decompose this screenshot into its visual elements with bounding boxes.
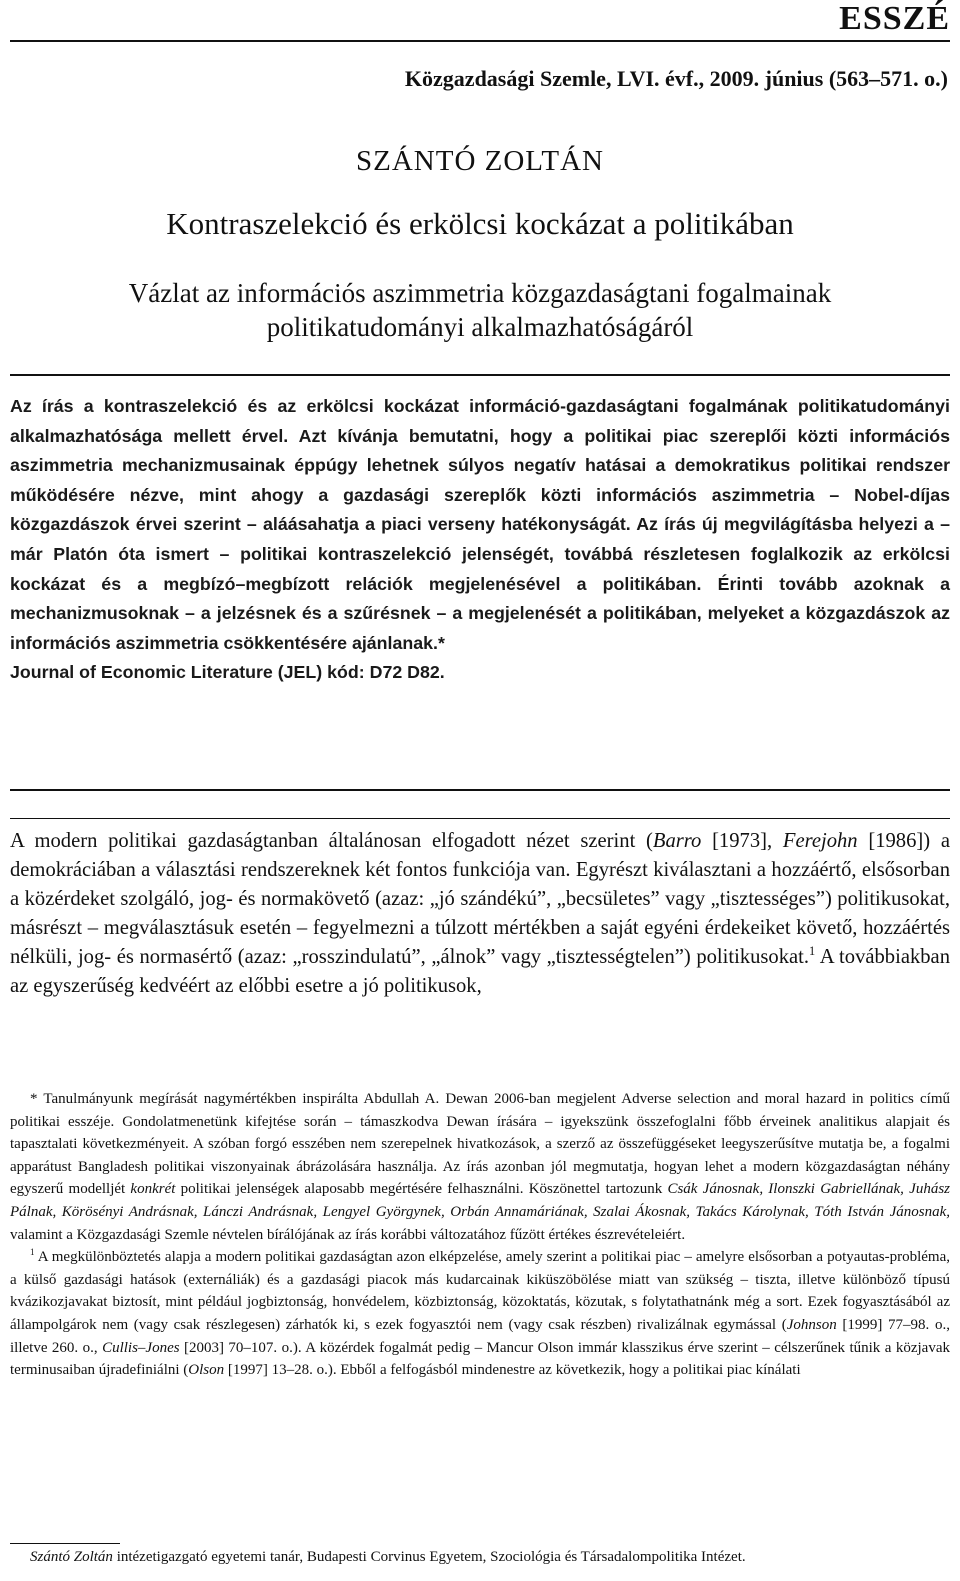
journal-reference: Közgazdasági Szemle, LVI. évf., 2009. június (563–571. o.) [404, 66, 948, 91]
body-paragraph: A modern politikai gazdaságtanban általánosan elfogadott nézet szerint (Barro [1973], Ferejohn [1986]) a demokráciában a választási rendszereknek két fontos funkciója van. Egyrészt kiválasztani a hozzáértő, elsősorban a közérdeket szolgáló, jog- és normakövető (azaz: „jó szándékú”, „becsületes” vagy „tisztességes”) politikusokat, másrészt – megválasztásuk esetén – fegyelmezni a túlzott mértékben a saját egyéni érdekeiket követő, hozzáértés nélküli, jog- és normasértő (azaz: „rosszindulatú”, „álnok” vagy „tisztességtelen”) politikusokat.$^1$ A továbbiakban az egyszerűség kedvéért az előbbi esetre a jó politikusok, [10, 830, 950, 997]
author-note-name: Szántó Zoltán [30, 1549, 113, 1565]
footnotes [10, 1088, 950, 1382]
section-label: ESSZÉ [839, 0, 950, 37]
author-note: Szántó Zoltán intézetigazgató egyetemi tanár, Budapesti Corvinus Egyetem, Szociológia és Társadalompolitika Intézet. [30, 1549, 746, 1565]
abstract-bottom-rule [10, 789, 950, 791]
article-subtitle: Vázlat az információs aszimmetria közgazdaságtani fogalmainak politikatudományi alkalmazhatóságáról [128, 278, 832, 342]
article-title: Kontraszelekció és erkölcsi kockázat a politikában [166, 206, 794, 241]
footnote-1: $^1$ A megkülönböztetés alapja a modern politikai gazdaságtan azon elképzelése, amely szerint a politikai piac – amelyre elsősorban a potyautas-probléma, a külső gazdasági hatások (externáliák) és a gazdasági piacok más kudarcainak kiküszöbölése miatt van szükség – tiszta, illetve különböző típusú kvázikozjavakat biztosít, mint például jogbiztonság, honvédelem, közbiztonság, közoktatás, közutak, s folytathatnánk még a sort. Ezek fogyasztásából az állampolgárok nem (vagy csak részlegesen) zárhatók ki, s ezek fogyasztói nem (vagy csak részben) rivalizálnak egymással (Johnson [1999] 77–98. o., illetve 260. o., Cullis–Jones [2003] 70–107. o.). A közérdek fogalmát pedig – Mancur Olson immár klasszikus érve szerint – célszerűnek tűnik a közjavak terminusaiban újradefiniálni (Olson [1997] 13–28. o.). Ebből a felfogásból mindenestre az következik, hogy a politikai piac kínálati [10, 1247, 950, 1379]
abstract-top-rule [10, 374, 950, 376]
citation-barro: Barro [652, 830, 702, 852]
body-top-rule [10, 818, 950, 819]
abstract-text: Az írás a kontraszelekció és az erkölcsi kockázat információ-gazdaságtani fogalmának politikatudományi alkalmazhatósága mellett érvel. Azt kívánja bemutatni, hogy a politikai piac szereplői közti információs aszimmetria mechanizmusainak éppúgy lehetnek súlyos negatív hatásai a demokratikus politikai rendszer működésére nézve, mint ahogy a gazdasági szereplők közti információs aszimmetria – Nobel-díjas közgazdászok érvei szerint – aláásahatja a piaci verseny hatékonyságát. Az írás új megvilágításba helyezi a – már Platón óta ismert – politikai kontraszelekció jelenségét, továbbá részletesen foglalkozik az erkölcsi kockázat és a megbízó–megbízott relációk megjelenésével a politikában. Érinti tovább azoknak a mechanizmusoknak – a jelzésnek és a szűrésnek – a megjelenését a politikában, melyeket a közgazdászok az információs aszimmetria csökkentésére ajánlanak.* [10, 396, 950, 653]
footnote-star: * Tanulmányunk megírását nagymértékben inspirálta Abdullah A. Dewan 2006-ban megjelent Adverse selection and moral hazard in politics című politikai esszéje. Gondolatmenetünk kifejtése során – támaszkodva Dewan írására – igyekszünk összefoglalni főbb érveinek analitikus alapjait és tapasztalati következményeit. A szóban forgó esszében nem szerepelnek hivatkozások, a szerző az összefüggéseket leegyszerűsítve mutatja be, a fogalmi apparátust Bangladesh politikai viszonyainak ábrázolására használja. Az írás azonban jól megmutatja, hogyan lehet a modern közgazdaságtan néhány egyszerű modelljét konkrét politikai jelenségek alaposabb megértésére felhasználni. Köszönettel tartozunk Csák Jánosnak, Ilonszki Gabriellának, Juhász Pálnak, Körösényi Andrásnak, Lánczi Andrásnak, Lengyel Györgynek, Orbán Annamáriának, Szalai Ákosnak, Takács Károlynak, Tóth István Jánosnak, valamint a Közgazdasági Szemle névtelen bírálójának az írás korábbi változatához fűzött értékes észrevételeiért. [10, 1091, 950, 1243]
jel-codes: Journal of Economic Literature (JEL) kód: D72 D82. [10, 662, 445, 683]
article-author: SZÁNTÓ ZOLTÁN [356, 145, 604, 177]
abstract [10, 392, 950, 688]
acknowledged-names: Csák Jánosnak, Ilonszki Gabriellának, Juhász Pálnak, Körösényi Andrásnak, Lánczi Andrásnak, Lengyel Györgynek, Orbán Annamáriának, Szalai Ákosnak, Takács Károlynak, Tóth István Jánosnak, [10, 1181, 950, 1220]
citation-ferejohn: Ferejohn [782, 830, 858, 852]
top-rule [10, 40, 950, 42]
author-note-rule [10, 1543, 120, 1544]
footnote-ref-1[interactable]: 1 [809, 944, 816, 959]
